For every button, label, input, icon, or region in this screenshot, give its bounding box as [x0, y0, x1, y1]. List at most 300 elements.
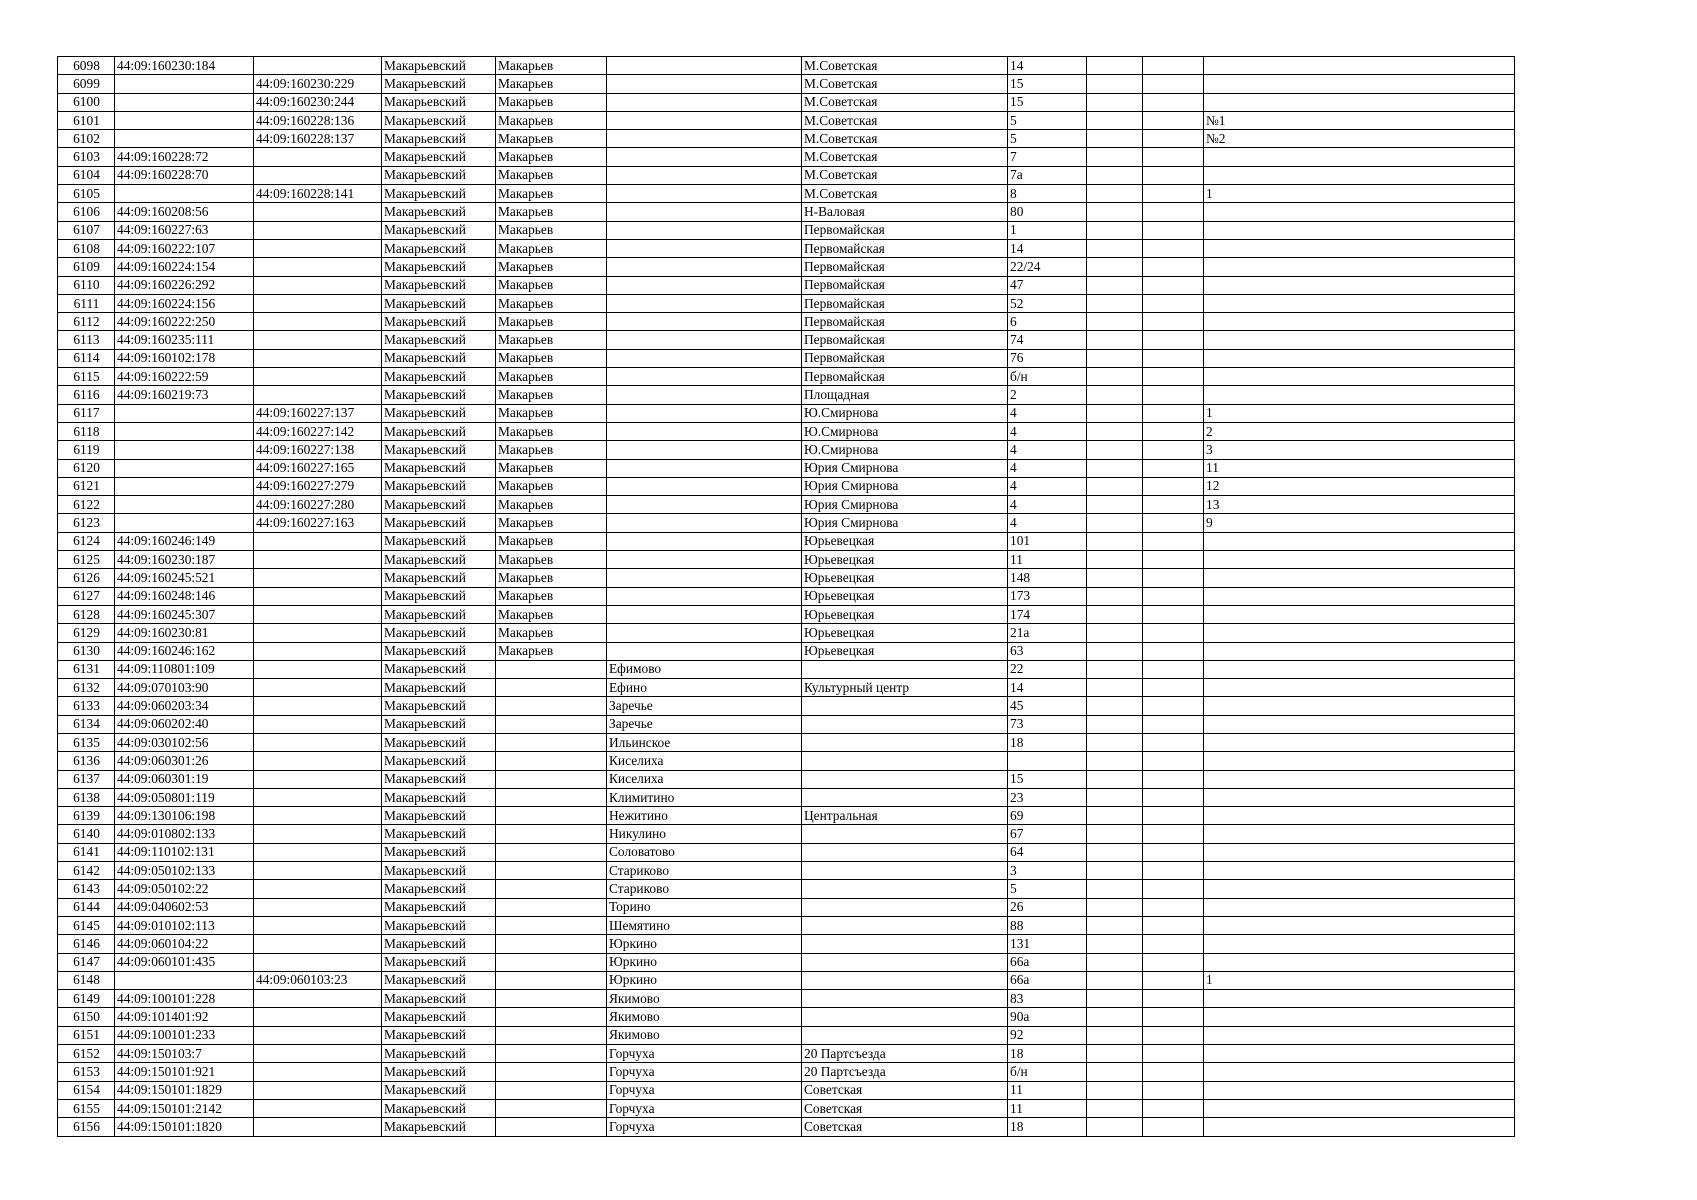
town-cell: Макарьев: [496, 166, 607, 184]
town-cell: Макарьев: [496, 148, 607, 166]
row-number-cell: 6127: [58, 587, 115, 605]
alt-cadastral-number-cell: [254, 880, 382, 898]
house-cell: 67: [1008, 825, 1087, 843]
house-cell: 76: [1008, 349, 1087, 367]
register-body: [58, 57, 1515, 1137]
town-cell: [496, 843, 607, 861]
street-cell: Юрьевецкая: [802, 587, 1008, 605]
row-number-cell: 6148: [58, 971, 115, 989]
street-cell: М.Советская: [802, 111, 1008, 129]
house-cell: 52: [1008, 294, 1087, 312]
apartment-cell: [1204, 532, 1515, 550]
district-cell: Макарьевский: [382, 587, 496, 605]
building-cell: [1087, 331, 1143, 349]
block-cell: [1143, 807, 1204, 825]
street-cell: М.Советская: [802, 93, 1008, 111]
cadastral-number-cell: 44:09:060202:40: [115, 715, 254, 733]
house-cell: б/н: [1008, 1063, 1087, 1081]
cadastral-number-cell: 44:09:100101:228: [115, 990, 254, 1008]
building-cell: [1087, 660, 1143, 678]
cadastral-number-cell: [115, 93, 254, 111]
street-cell: [802, 715, 1008, 733]
building-cell: [1087, 111, 1143, 129]
district-cell: Макарьевский: [382, 935, 496, 953]
building-cell: [1087, 441, 1143, 459]
district-cell: Макарьевский: [382, 368, 496, 386]
row-number-cell: 6136: [58, 752, 115, 770]
town-cell: Макарьев: [496, 57, 607, 75]
building-cell: [1087, 422, 1143, 440]
row-number-cell: 6137: [58, 770, 115, 788]
house-cell: 5: [1008, 130, 1087, 148]
row-number-cell: 6140: [58, 825, 115, 843]
block-cell: [1143, 441, 1204, 459]
town-cell: [496, 733, 607, 751]
town-cell: Макарьев: [496, 276, 607, 294]
district-cell: Макарьевский: [382, 185, 496, 203]
row-number-cell: 6152: [58, 1045, 115, 1063]
town-cell: [496, 752, 607, 770]
table-row: [58, 916, 1515, 934]
district-cell: Макарьевский: [382, 93, 496, 111]
apartment-cell: [1204, 788, 1515, 806]
alt-cadastral-number-cell: [254, 916, 382, 934]
village-cell: Якимово: [607, 1026, 802, 1044]
block-cell: [1143, 75, 1204, 93]
house-cell: 69: [1008, 807, 1087, 825]
table-row: [58, 953, 1515, 971]
alt-cadastral-number-cell: [254, 368, 382, 386]
alt-cadastral-number-cell: [254, 624, 382, 642]
district-cell: Макарьевский: [382, 258, 496, 276]
table-row: [58, 990, 1515, 1008]
street-cell: Первомайская: [802, 239, 1008, 257]
table-row: [58, 1063, 1515, 1081]
house-cell: 7: [1008, 148, 1087, 166]
village-cell: [607, 569, 802, 587]
apartment-cell: [1204, 313, 1515, 331]
cadastral-number-cell: 44:09:040602:53: [115, 898, 254, 916]
block-cell: [1143, 880, 1204, 898]
village-cell: [607, 294, 802, 312]
village-cell: Заречье: [607, 697, 802, 715]
table-row: [58, 422, 1515, 440]
block-cell: [1143, 422, 1204, 440]
street-cell: [802, 770, 1008, 788]
district-cell: Макарьевский: [382, 697, 496, 715]
building-cell: [1087, 276, 1143, 294]
building-cell: [1087, 788, 1143, 806]
apartment-cell: [1204, 166, 1515, 184]
village-cell: [607, 624, 802, 642]
street-cell: Юрьевецкая: [802, 569, 1008, 587]
row-number-cell: 6098: [58, 57, 115, 75]
village-cell: Киселиха: [607, 770, 802, 788]
alt-cadastral-number-cell: [254, 203, 382, 221]
cadastral-number-cell: 44:09:010102:113: [115, 916, 254, 934]
village-cell: [607, 642, 802, 660]
house-cell: 15: [1008, 770, 1087, 788]
town-cell: Макарьев: [496, 221, 607, 239]
cadastral-number-cell: 44:09:160227:63: [115, 221, 254, 239]
apartment-cell: №2: [1204, 130, 1515, 148]
town-cell: [496, 807, 607, 825]
town-cell: Макарьев: [496, 551, 607, 569]
alt-cadastral-number-cell: [254, 862, 382, 880]
row-number-cell: 6106: [58, 203, 115, 221]
alt-cadastral-number-cell: [254, 569, 382, 587]
cadastral-number-cell: 44:09:160208:56: [115, 203, 254, 221]
block-cell: [1143, 679, 1204, 697]
building-cell: [1087, 496, 1143, 514]
house-cell: 101: [1008, 532, 1087, 550]
apartment-cell: [1204, 660, 1515, 678]
alt-cadastral-number-cell: [254, 1063, 382, 1081]
town-cell: Макарьев: [496, 532, 607, 550]
building-cell: [1087, 477, 1143, 495]
table-row: [58, 862, 1515, 880]
cadastral-number-cell: 44:09:060101:435: [115, 953, 254, 971]
alt-cadastral-number-cell: [254, 733, 382, 751]
village-cell: Ильинское: [607, 733, 802, 751]
row-number-cell: 6146: [58, 935, 115, 953]
alt-cadastral-number-cell: [254, 1099, 382, 1117]
apartment-cell: [1204, 551, 1515, 569]
alt-cadastral-number-cell: [254, 679, 382, 697]
street-cell: [802, 953, 1008, 971]
town-cell: Макарьев: [496, 75, 607, 93]
alt-cadastral-number-cell: 44:09:160228:136: [254, 111, 382, 129]
cadastral-number-cell: 44:09:150101:2142: [115, 1099, 254, 1117]
village-cell: Юркино: [607, 935, 802, 953]
building-cell: [1087, 1026, 1143, 1044]
village-cell: Стариково: [607, 880, 802, 898]
village-cell: [607, 386, 802, 404]
table-row: [58, 459, 1515, 477]
alt-cadastral-number-cell: [254, 990, 382, 1008]
row-number-cell: 6119: [58, 441, 115, 459]
town-cell: Макарьев: [496, 587, 607, 605]
building-cell: [1087, 990, 1143, 1008]
building-cell: [1087, 313, 1143, 331]
block-cell: [1143, 1081, 1204, 1099]
street-cell: [802, 916, 1008, 934]
village-cell: [607, 422, 802, 440]
house-cell: 7а: [1008, 166, 1087, 184]
village-cell: [607, 551, 802, 569]
row-number-cell: 6112: [58, 313, 115, 331]
district-cell: Макарьевский: [382, 294, 496, 312]
alt-cadastral-number-cell: [254, 715, 382, 733]
apartment-cell: [1204, 697, 1515, 715]
district-cell: Макарьевский: [382, 990, 496, 1008]
street-cell: Юрия Смирнова: [802, 514, 1008, 532]
building-cell: [1087, 697, 1143, 715]
apartment-cell: [1204, 642, 1515, 660]
table-row: [58, 386, 1515, 404]
apartment-cell: [1204, 1063, 1515, 1081]
street-cell: М.Советская: [802, 57, 1008, 75]
apartment-cell: [1204, 679, 1515, 697]
village-cell: Шемятино: [607, 916, 802, 934]
town-cell: Макарьев: [496, 386, 607, 404]
apartment-cell: [1204, 935, 1515, 953]
street-cell: М.Советская: [802, 185, 1008, 203]
cadastral-number-cell: 44:09:101401:92: [115, 1008, 254, 1026]
alt-cadastral-number-cell: [254, 752, 382, 770]
district-cell: Макарьевский: [382, 862, 496, 880]
street-cell: М.Советская: [802, 148, 1008, 166]
village-cell: [607, 441, 802, 459]
town-cell: Макарьев: [496, 313, 607, 331]
district-cell: Макарьевский: [382, 441, 496, 459]
house-cell: 66а: [1008, 953, 1087, 971]
building-cell: [1087, 1045, 1143, 1063]
alt-cadastral-number-cell: [254, 1118, 382, 1136]
cadastral-number-cell: 44:09:060301:26: [115, 752, 254, 770]
house-cell: 4: [1008, 441, 1087, 459]
building-cell: [1087, 368, 1143, 386]
house-cell: 23: [1008, 788, 1087, 806]
house-cell: 5: [1008, 880, 1087, 898]
house-cell: 22/24: [1008, 258, 1087, 276]
block-cell: [1143, 916, 1204, 934]
village-cell: Киселиха: [607, 752, 802, 770]
street-cell: Первомайская: [802, 258, 1008, 276]
street-cell: [802, 1026, 1008, 1044]
building-cell: [1087, 587, 1143, 605]
apartment-cell: [1204, 862, 1515, 880]
village-cell: [607, 514, 802, 532]
alt-cadastral-number-cell: [254, 57, 382, 75]
house-cell: 173: [1008, 587, 1087, 605]
row-number-cell: 6129: [58, 624, 115, 642]
district-cell: Макарьевский: [382, 605, 496, 623]
table-row: [58, 1026, 1515, 1044]
block-cell: [1143, 788, 1204, 806]
street-cell: [802, 971, 1008, 989]
row-number-cell: 6115: [58, 368, 115, 386]
cadastral-number-cell: 44:09:130106:198: [115, 807, 254, 825]
street-cell: Первомайская: [802, 276, 1008, 294]
row-number-cell: 6113: [58, 331, 115, 349]
street-cell: 20 Партсъезда: [802, 1045, 1008, 1063]
house-cell: 63: [1008, 642, 1087, 660]
table-row: [58, 715, 1515, 733]
row-number-cell: 6123: [58, 514, 115, 532]
street-cell: Советская: [802, 1081, 1008, 1099]
row-number-cell: 6153: [58, 1063, 115, 1081]
cadastral-number-cell: 44:09:160245:307: [115, 605, 254, 623]
row-number-cell: 6117: [58, 404, 115, 422]
building-cell: [1087, 971, 1143, 989]
apartment-cell: 13: [1204, 496, 1515, 514]
village-cell: Никулино: [607, 825, 802, 843]
district-cell: Макарьевский: [382, 715, 496, 733]
cadastral-number-cell: 44:09:100101:233: [115, 1026, 254, 1044]
street-cell: Первомайская: [802, 294, 1008, 312]
building-cell: [1087, 715, 1143, 733]
cadastral-number-cell: 44:09:110102:131: [115, 843, 254, 861]
house-cell: 4: [1008, 459, 1087, 477]
alt-cadastral-number-cell: [254, 148, 382, 166]
building-cell: [1087, 551, 1143, 569]
town-cell: [496, 898, 607, 916]
street-cell: [802, 990, 1008, 1008]
village-cell: [607, 130, 802, 148]
house-cell: 47: [1008, 276, 1087, 294]
street-cell: Юрьевецкая: [802, 532, 1008, 550]
cadastral-number-cell: [115, 404, 254, 422]
apartment-cell: [1204, 916, 1515, 934]
house-cell: 4: [1008, 422, 1087, 440]
table-row: [58, 166, 1515, 184]
village-cell: [607, 532, 802, 550]
village-cell: [607, 313, 802, 331]
district-cell: Макарьевский: [382, 551, 496, 569]
district-cell: Макарьевский: [382, 843, 496, 861]
town-cell: Макарьев: [496, 441, 607, 459]
table-row: [58, 660, 1515, 678]
table-row: [58, 880, 1515, 898]
village-cell: [607, 148, 802, 166]
street-cell: Юрия Смирнова: [802, 477, 1008, 495]
street-cell: [802, 935, 1008, 953]
building-cell: [1087, 862, 1143, 880]
apartment-cell: [1204, 843, 1515, 861]
building-cell: [1087, 770, 1143, 788]
row-number-cell: 6109: [58, 258, 115, 276]
cadastral-number-cell: 44:09:150101:1829: [115, 1081, 254, 1099]
row-number-cell: 6100: [58, 93, 115, 111]
street-cell: М.Советская: [802, 166, 1008, 184]
table-row: [58, 111, 1515, 129]
street-cell: Культурный центр: [802, 679, 1008, 697]
alt-cadastral-number-cell: [254, 807, 382, 825]
district-cell: Макарьевский: [382, 953, 496, 971]
apartment-cell: [1204, 75, 1515, 93]
block-cell: [1143, 496, 1204, 514]
district-cell: Макарьевский: [382, 459, 496, 477]
apartment-cell: 1: [1204, 404, 1515, 422]
building-cell: [1087, 532, 1143, 550]
cadastral-number-cell: [115, 514, 254, 532]
house-cell: 11: [1008, 551, 1087, 569]
apartment-cell: [1204, 1026, 1515, 1044]
block-cell: [1143, 258, 1204, 276]
cadastral-number-cell: 44:09:160224:154: [115, 258, 254, 276]
street-cell: 20 Партсъезда: [802, 1063, 1008, 1081]
row-number-cell: 6122: [58, 496, 115, 514]
district-cell: Макарьевский: [382, 898, 496, 916]
building-cell: [1087, 185, 1143, 203]
apartment-cell: 9: [1204, 514, 1515, 532]
street-cell: [802, 843, 1008, 861]
block-cell: [1143, 697, 1204, 715]
alt-cadastral-number-cell: [254, 294, 382, 312]
street-cell: М.Советская: [802, 130, 1008, 148]
alt-cadastral-number-cell: [254, 770, 382, 788]
town-cell: [496, 660, 607, 678]
building-cell: [1087, 605, 1143, 623]
cadastral-number-cell: 44:09:160226:292: [115, 276, 254, 294]
district-cell: Макарьевский: [382, 313, 496, 331]
table-row: [58, 221, 1515, 239]
alt-cadastral-number-cell: [254, 532, 382, 550]
alt-cadastral-number-cell: [254, 1008, 382, 1026]
block-cell: [1143, 569, 1204, 587]
alt-cadastral-number-cell: 44:09:160227:279: [254, 477, 382, 495]
block-cell: [1143, 130, 1204, 148]
street-cell: Первомайская: [802, 368, 1008, 386]
cadastral-number-cell: 44:09:010802:133: [115, 825, 254, 843]
street-cell: Юрия Смирнова: [802, 459, 1008, 477]
house-cell: 66а: [1008, 971, 1087, 989]
alt-cadastral-number-cell: [254, 935, 382, 953]
village-cell: [607, 404, 802, 422]
town-cell: Макарьев: [496, 331, 607, 349]
cadastral-number-cell: 44:09:050102:133: [115, 862, 254, 880]
block-cell: [1143, 733, 1204, 751]
town-cell: [496, 953, 607, 971]
cadastral-number-cell: [115, 111, 254, 129]
row-number-cell: 6149: [58, 990, 115, 1008]
town-cell: Макарьев: [496, 239, 607, 257]
cadastral-number-cell: 44:09:160246:162: [115, 642, 254, 660]
house-cell: б/н: [1008, 368, 1087, 386]
alt-cadastral-number-cell: [254, 697, 382, 715]
alt-cadastral-number-cell: 44:09:160228:141: [254, 185, 382, 203]
alt-cadastral-number-cell: [254, 551, 382, 569]
row-number-cell: 6131: [58, 660, 115, 678]
building-cell: [1087, 624, 1143, 642]
district-cell: Макарьевский: [382, 111, 496, 129]
alt-cadastral-number-cell: [254, 642, 382, 660]
street-cell: [802, 825, 1008, 843]
street-cell: [802, 1008, 1008, 1026]
row-number-cell: 6134: [58, 715, 115, 733]
cadastral-number-cell: 44:09:150101:1820: [115, 1118, 254, 1136]
table-row: [58, 624, 1515, 642]
street-cell: Юрия Смирнова: [802, 496, 1008, 514]
row-number-cell: 6138: [58, 788, 115, 806]
village-cell: [607, 258, 802, 276]
cadastral-number-cell: 44:09:160245:521: [115, 569, 254, 587]
district-cell: Макарьевский: [382, 514, 496, 532]
building-cell: [1087, 843, 1143, 861]
alt-cadastral-number-cell: [254, 349, 382, 367]
row-number-cell: 6154: [58, 1081, 115, 1099]
village-cell: Соловатово: [607, 843, 802, 861]
district-cell: Макарьевский: [382, 807, 496, 825]
house-cell: 4: [1008, 514, 1087, 532]
alt-cadastral-number-cell: [254, 166, 382, 184]
block-cell: [1143, 935, 1204, 953]
apartment-cell: [1204, 807, 1515, 825]
village-cell: [607, 459, 802, 477]
row-number-cell: 6151: [58, 1026, 115, 1044]
alt-cadastral-number-cell: [254, 898, 382, 916]
village-cell: Якимово: [607, 990, 802, 1008]
street-cell: [802, 898, 1008, 916]
house-cell: 88: [1008, 916, 1087, 934]
row-number-cell: 6116: [58, 386, 115, 404]
house-cell: 3: [1008, 862, 1087, 880]
apartment-cell: [1204, 825, 1515, 843]
row-number-cell: 6139: [58, 807, 115, 825]
house-cell: 83: [1008, 990, 1087, 1008]
row-number-cell: 6156: [58, 1118, 115, 1136]
